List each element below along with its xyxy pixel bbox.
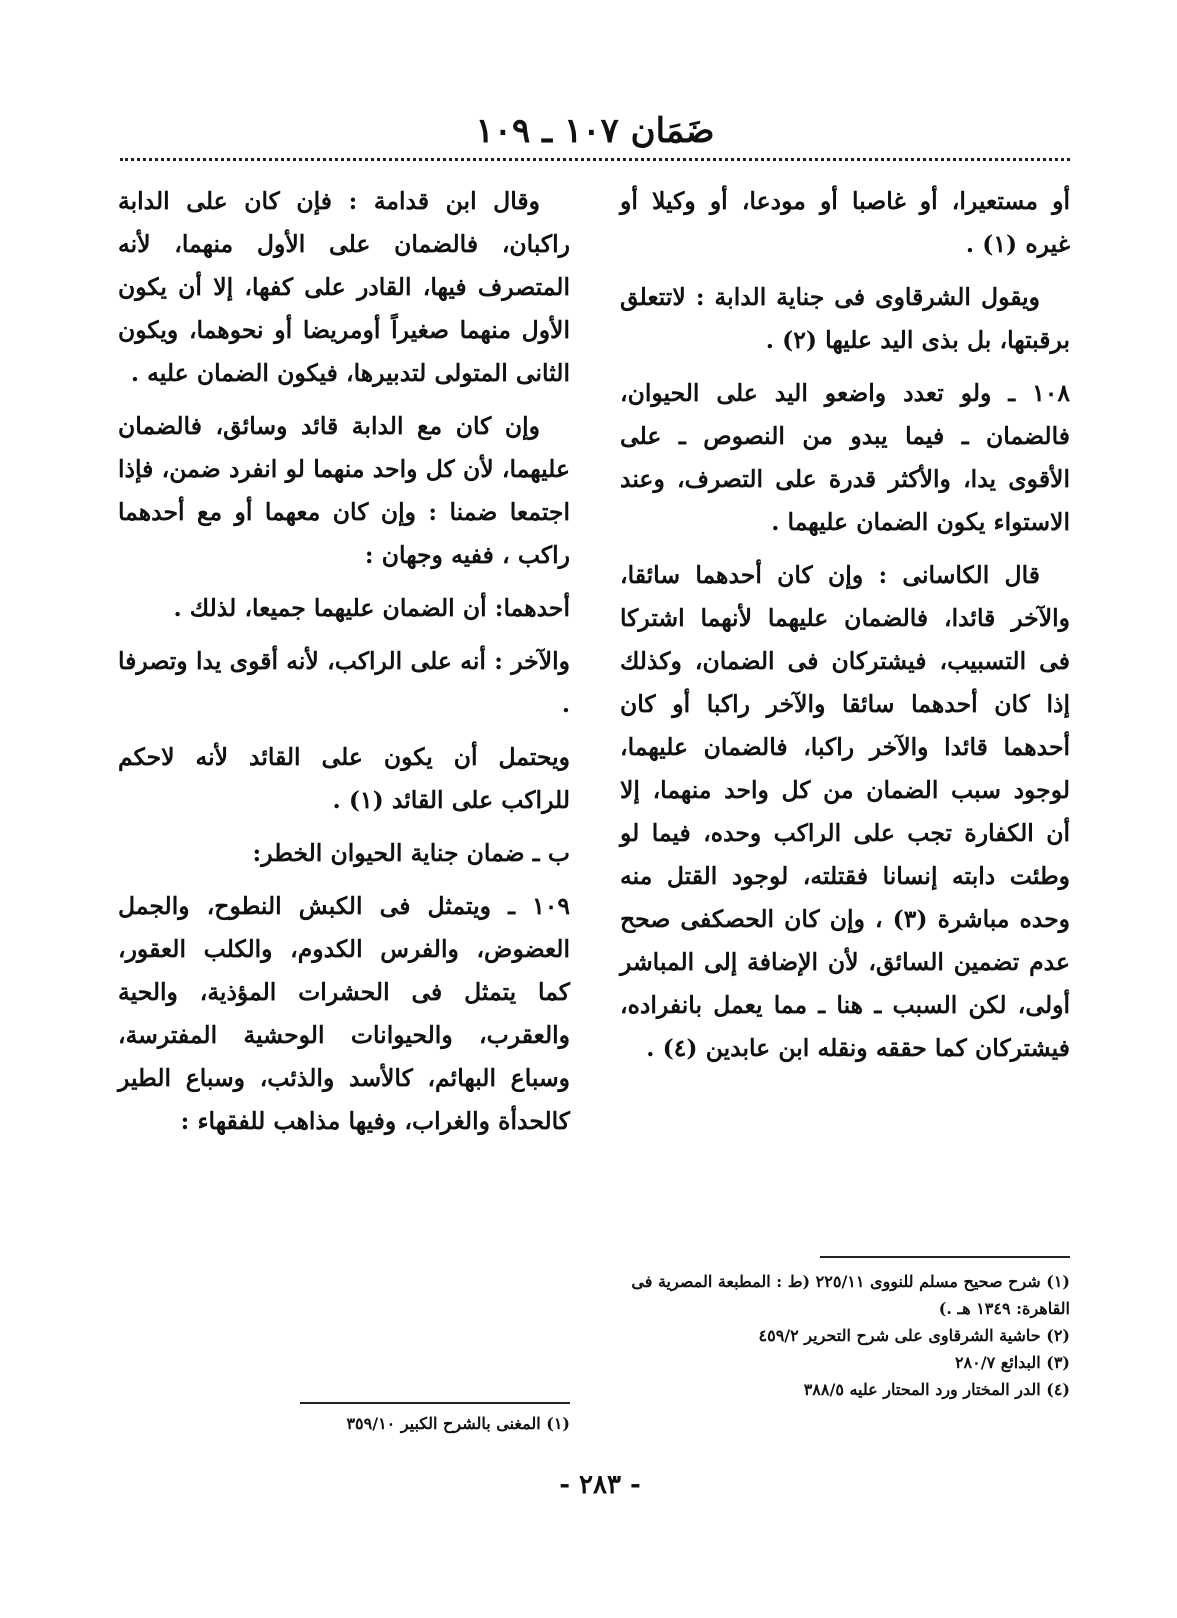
header-dotted-rule bbox=[120, 158, 1070, 161]
footnote: (٣) البدائع ٢٨٠/٧ bbox=[954, 1353, 1070, 1372]
section-heading: ب ـ ضمان جناية الحيوان الخطر: bbox=[252, 839, 570, 867]
paragraph: ويحتمل أن يكون على القائد لأنه لاحكم للراكب على القائد (١) . bbox=[118, 743, 570, 814]
running-header: ضَمَان ١٠٧ ـ ١٠٩ bbox=[475, 111, 715, 151]
paragraph: والآخر : أنه على الراكب، لأنه أقوى يدا وتصرفا . bbox=[118, 647, 570, 718]
paragraph: أو مستعيرا، أو غاصبا أو مودعا، أو وكيلا أو غيره (١) . bbox=[620, 187, 1070, 258]
footnote: (٢) حاشية الشرقاوى على شرح التحرير ٤٥٩/٢ bbox=[758, 1326, 1070, 1345]
paragraph: ويقول الشرقاوى فى جناية الدابة : لاتتعلق برقبتها، بل بذى اليد عليها (٢) . bbox=[620, 283, 1070, 354]
paragraph: أحدهما: أن الضمان عليهما جميعا، لذلك . bbox=[173, 594, 570, 622]
footnote: (١) شرح صحيح مسلم للنووى ٢٢٥/١١ (ط : المطبعة المصرية فى القاهرة: ١٣٤٩ هـ .) bbox=[631, 1272, 1070, 1318]
footnotes-right bbox=[620, 1268, 1070, 1403]
footnote-divider bbox=[820, 1256, 1070, 1258]
footnote: (١) المغنى بالشرح الكبير ٣٥٩/١٠ bbox=[346, 1414, 570, 1433]
paragraph: قال الكاسانى : وإن كان أحدهما سائقا، والآخر قائدا، فالضمان عليهما لأنهما اشتركا فى التسبيب، فيشتركان فى الضمان، وكذلك إذا كان أحدهما سائقا والآخر راكبا أو كان أحدهما قائدا والآخر راكبا، فالضمان عليهما، لوجود سبب الضمان من كل واحد منهما، إلا أن الكفارة تجب على الراكب وحده، فيما لو وطئت دابته إنسانا فقتلته، لوجود القتل منه وحده مباشرة (٣) ، وإن كان الحصكفى صحح عدم تضمين السائق، لأن الإضافة إلى المباشر أولى، لكن السبب ـ هنا ـ مما يعمل بانفراده، فيشتركان كما حققه ونقله ابن عابدين (٤) . bbox=[620, 561, 1070, 1062]
footnote: (٤) الدر المختار ورد المحتار عليه ٣٨٨/٥ bbox=[803, 1380, 1070, 1399]
page-number: - ٢٨٣ - bbox=[559, 1470, 641, 1500]
left-column bbox=[118, 180, 570, 1153]
right-column bbox=[620, 180, 1070, 1080]
section-109: ١٠٩ ـ ويتمثل فى الكبش النطوح، والجمل العضوض، والفرس الكدوم، والكلب العقور، كما يتمثل فى الحشرات المؤذية، والحية والعقرب، والحيوانات الوحشية المفترسة، وسباع البهائم، كالأسد والذئب، وسباع الطير كالحدأة والغراب، وفيها مذاهب للفقهاء : bbox=[118, 892, 570, 1135]
footnote-divider bbox=[300, 1402, 570, 1404]
section-108: ١٠٨ ـ ولو تعدد واضعو اليد على الحيوان، فالضمان ـ فيما يبدو من النصوص ـ على الأقوى يدا، والأكثر قدرة على التصرف، وعند الاستواء يكون الضمان عليهما . bbox=[620, 379, 1070, 536]
paragraph: وإن كان مع الدابة قائد وسائق، فالضمان عليهما، لأن كل واحد منهما لو انفرد ضمن، فإذا اجتمعا ضمنا : وإن كان معهما أو مع أحدهما راكب ، ففيه وجهان : bbox=[118, 412, 570, 569]
paragraph: وقال ابن قدامة : فإن كان على الدابة راكبان، فالضمان على الأول منهما، لأنه المتصرف فيها، القادر على كفها، إلا أن يكون الأول منهما صغيراً أومريضا أو نحوهما، ويكون الثانى المتولى لتدبيرها، فيكون الضمان عليه . bbox=[118, 187, 570, 387]
footnotes-left bbox=[118, 1410, 570, 1437]
